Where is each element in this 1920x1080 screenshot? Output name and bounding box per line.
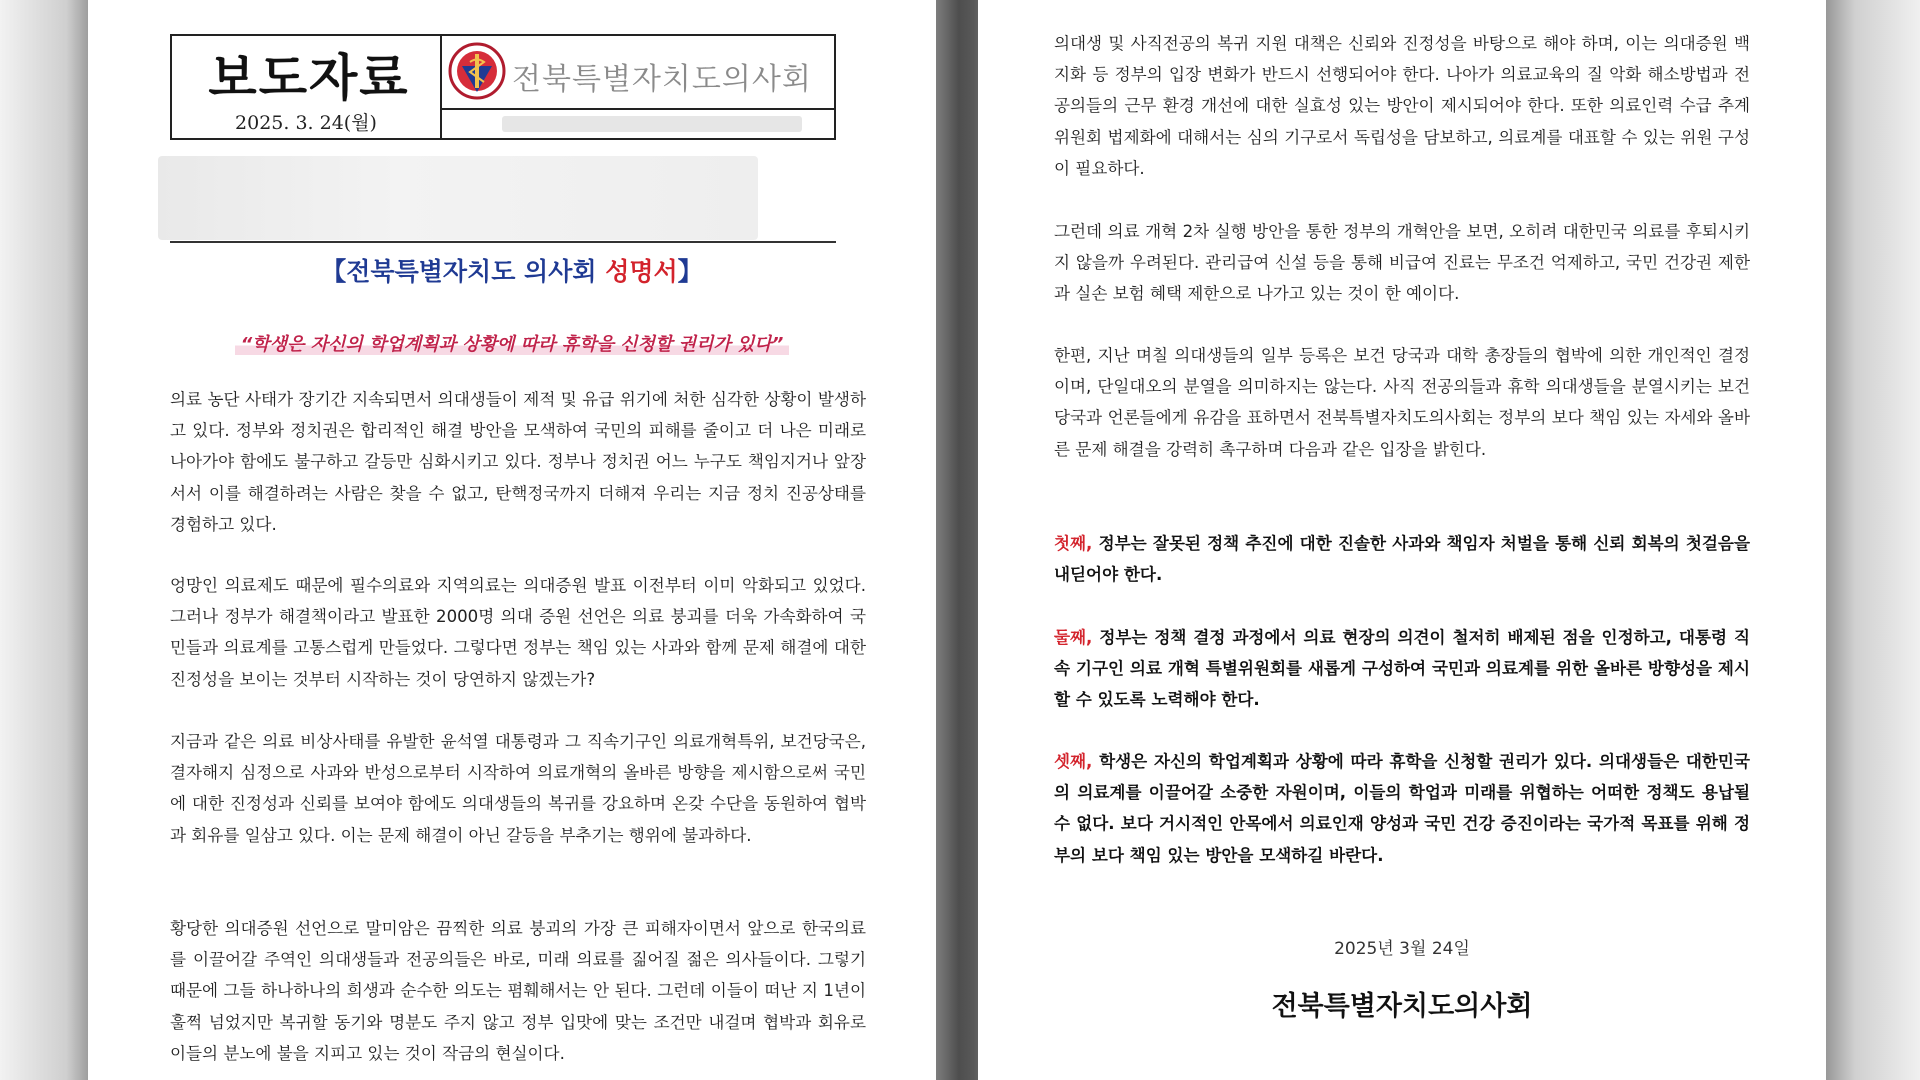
demand-lead: 둘째, <box>1054 628 1093 647</box>
demand-item <box>1054 622 1750 716</box>
blurred-headline <box>158 156 758 240</box>
body-paragraph: 한편, 지난 며칠 의대생들의 일부 등록은 보건 당국과 대학 총장들의 협박에 의한 개인적인 결정이며, 단일대오의 분열을 의미하지는 않는다. 사직 전공의들과 휴학 의대생들을 분열시키는 보건당국과 언론들에게 유감을 표하면서 전북특별자치도의사회는 정부의 보다 책임 있는 자세와 올바른 문제 해결을 강력히 촉구하며 다음과 같은 입장을 밝힌다. <box>1054 346 1750 459</box>
header-title-cell <box>172 36 442 138</box>
statement-quote <box>88 330 936 356</box>
header-org-cell <box>440 36 834 110</box>
body-paragraph: 황당한 의대증원 선언으로 말미암은 끔찍한 의료 붕괴의 가장 큰 피해자이면서 앞으로 한국의료를 이끌어갈 주역인 의대생들과 전공의들은 바로, 미래 의료를 짊어질 젊은 의사들이다. 그렇기 때문에 그들 하나하나의 희생과 순수한 의도는 폄훼해서는 안 된다. 그런데 이들이 떠난 지 1년이 훌쩍 넘었지만 복귀할 동기와 명분도 주지 않고 정부 입맛에 맞는 조건만 내걸며 협박과 회유로 이들의 분노에 불을 지피고 있는 것이 작금의 현실이다. <box>170 919 866 1063</box>
body-paragraph: 엉망인 의료제도 때문에 필수의료와 지역의료는 의대증원 발표 이전부터 이미 악화되고 있었다. 그러나 정부가 해결책이라고 발표한 2000명 의대 증원 선언은 의료 붕괴를 더욱 가속화하여 국민들과 의료계를 고통스럽게 만들었다. 그렇다면 정부는 책임 있는 사과와 함께 문제 해결에 대한 진정성을 보이는 것부터 시작하는 것이 당연하지 않겠는가? <box>170 576 866 689</box>
demand-item <box>1054 746 1750 871</box>
demand-lead: 첫째, <box>1054 534 1093 553</box>
signature-org: 전북특별자치도의사회 <box>1271 991 1533 1022</box>
demand-text: 정부는 잘못된 정책 추진에 대한 진솔한 사과와 책임자 처벌을 통해 신뢰 회복의 첫걸음을 내딛어야 한다. <box>1054 534 1750 585</box>
statement-title-org: 【전북특별자치도 의사회 <box>321 257 606 286</box>
statement-title-word: 성명서 <box>605 257 678 286</box>
body-paragraph: 의료 농단 사태가 장기간 지속되면서 의대생들이 제적 및 유급 위기에 처한 심각한 상황이 발생하고 있다. 정부와 정치권은 합리적인 해결 방안을 모색하여 국민의 피해를 줄이고 더 나은 미래로 나아가야 함에도 불구하고 갈등만 심화시키고 있다. 정부나 정치권 어느 누구도 책임지거나 앞장서서 이를 해결하려는 사람은 찾을 수 없고, 탄핵정국까지 더해져 우리는 지금 정치 진공상태를 경험하고 있다. <box>170 390 866 534</box>
background-right <box>1820 0 1920 1080</box>
demand-lead: 셋째, <box>1054 752 1093 771</box>
body-paragraph: 그런데 의료 개혁 2차 실행 방안을 통한 정부의 개혁안을 보면, 오히려 대한민국 의료를 후퇴시키지 않을까 우려된다. 관리급여 신설 등을 통해 비급여 진료는 무조건 억제하고, 국민 건강권 제한과 실손 보험 혜택 제한으로 나가고 있는 것이 한 예이다. <box>1054 222 1750 304</box>
demand-item <box>1054 528 1750 590</box>
body-paragraph: 의대생 및 사직전공의 복귀 지원 대책은 신뢰와 진정성을 바탕으로 해야 하며, 이는 의대증원 백지화 등 정부의 입장 변화가 반드시 선행되어야 한다. 나아가 의료교육의 질 악화 해소방법과 전공의들의 근무 환경 개선에 대한 실효성 있는 방안이 제시되어야 한다. 또한 의료인력 수급 추계위원회 법제화에 대해서는 심의 기구로서 독립성을 담보하고, 의료계를 대표할 수 있는 위원 구성이 필요하다. <box>1054 34 1750 178</box>
statement-quote-text: “학생은 자신의 학업계획과 상황에 따라 휴학을 신청할 권리가 있다” <box>235 334 790 355</box>
statement-title-close: 】 <box>677 257 703 286</box>
demand-text: 정부는 정책 결정 과정에서 의료 현장의 의견이 철저히 배제된 점을 인정하고, 대통령 직속 기구인 의료 개혁 특별위원회를 새롭게 구성하여 국민과 의료계를 위한 올바른 방향성을 제시할 수 있도록 노력해야 한다. <box>1054 628 1750 710</box>
press-release-header <box>170 34 836 140</box>
background-left <box>0 0 95 1080</box>
body-paragraph: 지금과 같은 의료 비상사태를 유발한 윤석열 대통령과 그 직속기구인 의료개혁특위, 보건당국은, 결자해지 심정으로 사과와 반성으로부터 시작하여 의료개혁의 올바른 방향을 제시함으로써 국민에 대한 진정성과 신뢰를 보여야 함에도 의대생들의 복귀를 강요하며 온갖 수단을 동원하여 협박과 회유를 일삼고 있다. 이는 문제 해결이 아닌 갈등을 부추기는 행위에 불과하다. <box>170 732 866 845</box>
statement-title <box>88 252 936 288</box>
press-release-title: 보도자료 <box>208 48 410 107</box>
demand-text: 학생은 자신의 학업계획과 상황에 따라 휴학을 신청할 권리가 있다. 의대생들은 대한민국의 의료계를 이끌어갈 소중한 자원이며, 이들의 학업과 미래를 위협하는 어떠한 정책도 용납될 수 없다. 보다 거시적인 안목에서 의료인재 양성과 국민 건강 증진이라는 국가적 목표를 위해 정부의 보다 책임 있는 방안을 모색하길 바란다. <box>1054 752 1750 865</box>
header-org-name: 전북특별자치도의사회 <box>512 62 812 97</box>
press-release-date: 2025. 3. 24(월) <box>235 112 377 134</box>
medical-association-emblem-icon <box>448 42 506 100</box>
press-release-page-2 <box>978 0 1826 1080</box>
press-release-page-1 <box>88 0 936 1080</box>
header-divider <box>170 241 836 243</box>
blurred-contact-info <box>502 116 802 132</box>
signature-date: 2025년 3월 24일 <box>1334 939 1470 959</box>
